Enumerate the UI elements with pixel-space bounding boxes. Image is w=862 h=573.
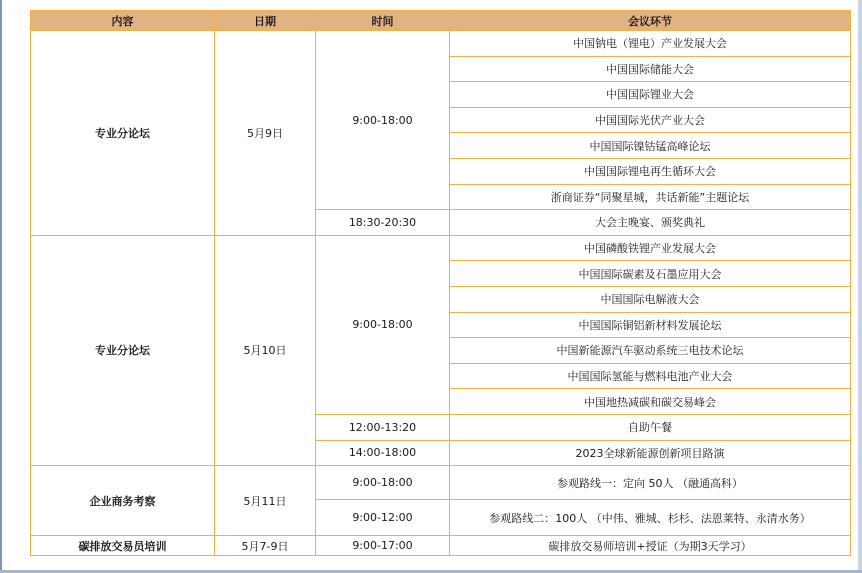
agenda-table-header xyxy=(31,11,851,31)
window-left-border xyxy=(0,0,2,573)
time-cell: 12:00-13:20 xyxy=(316,414,450,440)
session-cell: 中国国际光伏产业大会 xyxy=(450,107,851,133)
session-cell: 浙商证券“同聚星城，共话新能”主题论坛 xyxy=(450,184,851,210)
date-cell: 5月11日 xyxy=(215,466,316,536)
header-row xyxy=(31,11,851,31)
session-cell: 中国国际锂电再生循环大会 xyxy=(450,158,851,184)
time-cell: 9:00-18:00 xyxy=(316,31,450,210)
session-cell: 大会主晚宴、颁奖典礼 xyxy=(450,210,851,236)
session-cell: 参观路线一：定向 50人 （融通高科） xyxy=(450,466,851,500)
content-cell: 企业商务考察 xyxy=(31,466,215,536)
table-row xyxy=(31,235,851,261)
header-content: 内容 xyxy=(31,11,215,31)
date-cell: 5月7-9日 xyxy=(215,536,316,556)
table-row xyxy=(31,536,851,556)
session-cell: 自助午餐 xyxy=(450,414,851,440)
header-date: 日期 xyxy=(215,11,316,31)
window-right-border xyxy=(858,0,862,573)
time-cell: 18:30-20:30 xyxy=(316,210,450,236)
agenda-table-body xyxy=(31,31,851,556)
content-cell: 专业分论坛 xyxy=(31,31,215,236)
session-cell: 中国磷酸铁锂产业发展大会 xyxy=(450,235,851,261)
content-cell: 碳排放交易员培训 xyxy=(31,536,215,556)
session-cell: 2023全球新能源创新项目路演 xyxy=(450,440,851,466)
table-row xyxy=(31,31,851,57)
session-cell: 中国地热减碳和碳交易峰会 xyxy=(450,389,851,415)
date-cell: 5月10日 xyxy=(215,235,316,465)
session-cell: 中国国际碳素及石墨应用大会 xyxy=(450,261,851,287)
time-cell: 9:00-12:00 xyxy=(316,500,450,536)
content-cell: 专业分论坛 xyxy=(31,235,215,465)
time-cell: 9:00-18:00 xyxy=(316,235,450,414)
session-cell: 中国国际氢能与燃料电池产业大会 xyxy=(450,363,851,389)
date-cell: 5月9日 xyxy=(215,31,316,236)
time-cell: 14:00-18:00 xyxy=(316,440,450,466)
table-row xyxy=(31,466,851,500)
time-cell: 9:00-17:00 xyxy=(316,536,450,556)
session-cell: 中国国际镍钴锰高峰论坛 xyxy=(450,133,851,159)
header-time: 时间 xyxy=(316,11,450,31)
session-cell: 中国国际储能大会 xyxy=(450,56,851,82)
agenda-table xyxy=(30,10,851,556)
session-cell: 碳排放交易师培训+授证（为期3天学习） xyxy=(450,536,851,556)
session-cell: 中国钠电（锂电）产业发展大会 xyxy=(450,31,851,57)
header-session: 会议环节 xyxy=(450,11,851,31)
session-cell: 中国国际电解液大会 xyxy=(450,286,851,312)
session-cell: 中国国际锂业大会 xyxy=(450,82,851,108)
session-cell: 中国国际铜铝新材料发展论坛 xyxy=(450,312,851,338)
session-cell: 参观路线二：100人 （中伟、雅城、杉杉、法恩莱特、永清水务） xyxy=(450,500,851,536)
time-cell: 9:00-18:00 xyxy=(316,466,450,500)
session-cell: 中国新能源汽车驱动系统三电技术论坛 xyxy=(450,338,851,364)
